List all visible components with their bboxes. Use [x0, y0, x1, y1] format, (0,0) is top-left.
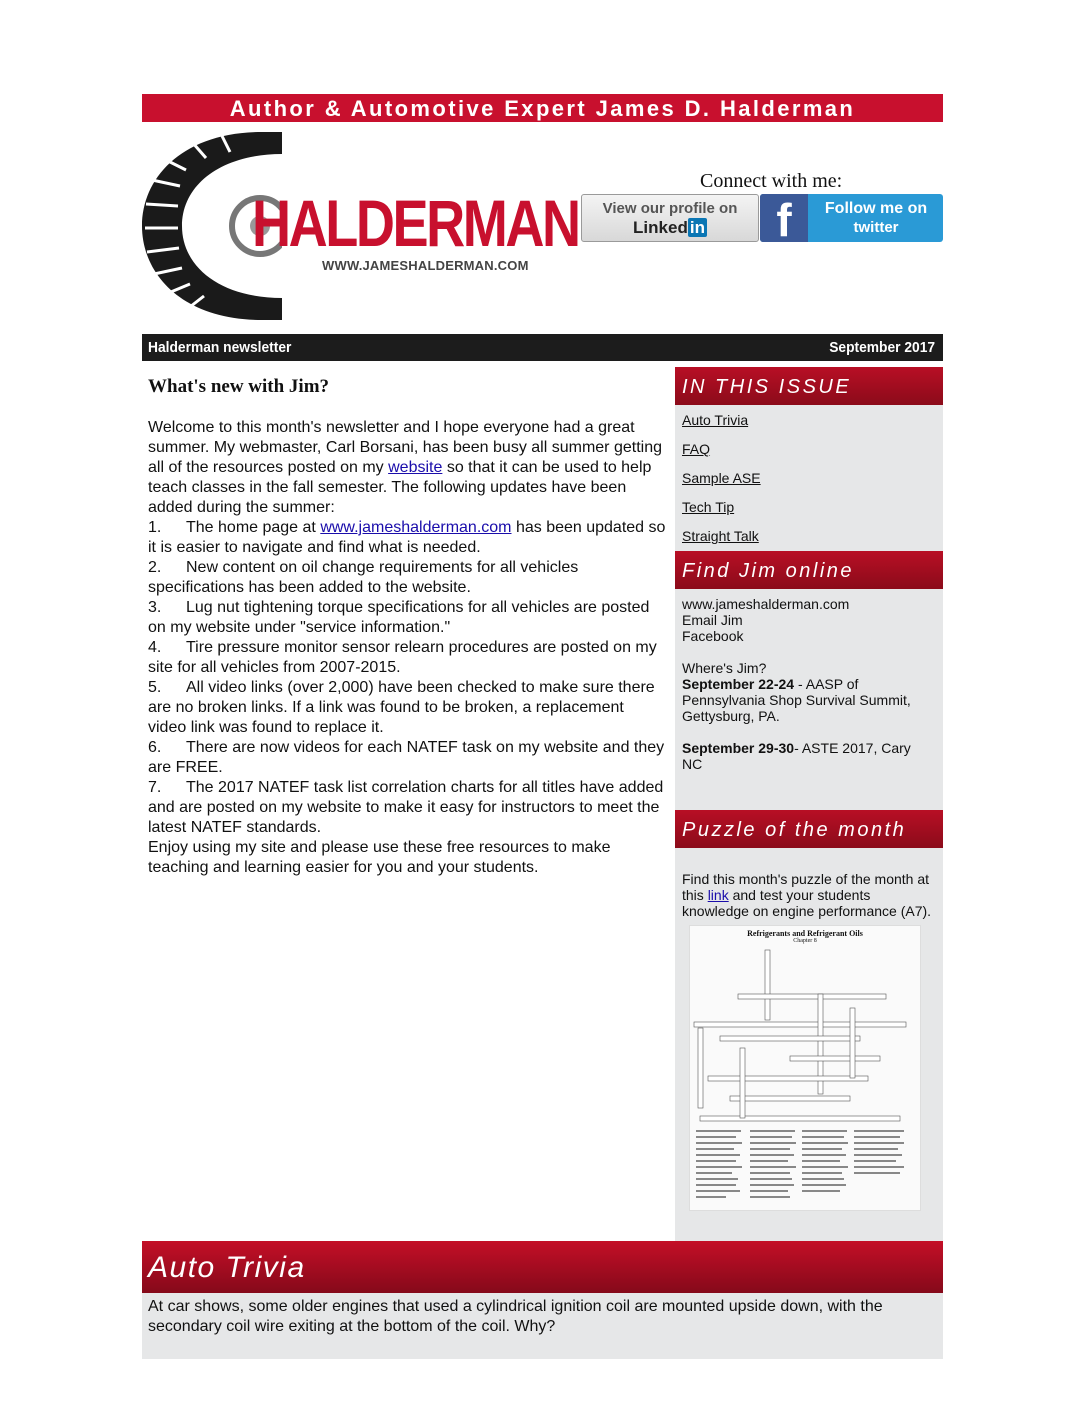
auto-trivia-text: At car shows, some older engines that used a cylindrical ignition coil are mounted upside down, with the secondary coil wire exiting at the bottom of the coil. Why? [148, 1298, 883, 1335]
connect-label: Connect with me: [700, 170, 843, 192]
wheres-jim: Where's Jim? [682, 660, 767, 676]
find-jim-block [682, 596, 932, 772]
crossword-grid-icon [690, 948, 920, 1208]
list-item: 2. New content on oil change requirements for all vehicles specifications has been added to the website. [148, 559, 579, 596]
issue-link-faq[interactable]: FAQ [682, 441, 711, 457]
linkedin-icon: in [689, 218, 705, 237]
linkedin-button[interactable] [581, 194, 759, 242]
facebook-icon[interactable]: f [760, 194, 808, 242]
newsletter-bar [142, 334, 943, 361]
linkedin-line2: Linked in [633, 218, 705, 237]
list-item: 7. The 2017 NATEF task list correlation charts for all titles have added and are posted on my website to make it easy for instructors to meet the latest NATEF standards. [148, 779, 664, 836]
puzzle-text: Find this month's puzzle of the month at this link and test your students knowledge on engine performance (A7). [682, 871, 932, 919]
newsletter-date: September 2017 [829, 339, 935, 356]
list-item: 5. All video links (over 2,000) have been checked to make sure there are no broken links. If a link was found to be broken, a replacement video link was found to replace it. [148, 679, 655, 736]
main-heading: What's new with Jim? [148, 376, 330, 397]
puzzle-heading: Puzzle of the month [675, 810, 943, 848]
puzzle-subtitle: Chapter 8 [793, 938, 817, 944]
twitter-line1: Follow me on [824, 200, 928, 217]
online-email[interactable]: Email Jim [682, 612, 743, 628]
event-1: September 22-24 - AASP of Pennsylvania Shop Survival Summit, Gettysburg, PA. [682, 676, 911, 724]
issue-link-sample-ase[interactable]: Sample ASE [682, 470, 761, 486]
auto-trivia-heading: Auto Trivia [142, 1241, 943, 1293]
issue-links [682, 412, 761, 557]
homepage-link[interactable]: www.jameshalderman.com [320, 519, 512, 536]
top-banner [142, 94, 943, 122]
issue-link-straight-talk[interactable]: Straight Talk [682, 528, 759, 544]
newsletter-title: Halderman newsletter [148, 339, 292, 356]
puzzle-title: Refrigerants and Refrigerant Oils [747, 929, 863, 938]
online-facebook[interactable]: Facebook [682, 628, 744, 644]
intro-paragraph: Welcome to this month's newsletter and I hope everyone had a great summer. My webmaster, Carl Borsani, has been busy all summer getting all of the resources posted on my website so that it can be used to help teach classes in the fall semester. The following updates have been added during the summer: [148, 419, 662, 516]
list-item: 6. There are now videos for each NATEF task on my website and they are FREE. [148, 739, 665, 776]
issue-link-auto-trivia[interactable]: Auto Trivia [682, 412, 749, 428]
main-article [148, 418, 666, 878]
online-website[interactable]: www.jameshalderman.com [682, 596, 850, 612]
website-link[interactable]: website [388, 459, 443, 476]
event-2: September 29-30- ASTE 2017, Cary NC [682, 740, 911, 772]
twitter-line2: twitter [853, 219, 899, 236]
list-item: 4. Tire pressure monitor sensor relearn procedures are posted on my site for all vehicles from 2007-2015. [148, 639, 657, 676]
halderman-logo[interactable] [142, 128, 579, 324]
in-this-issue-heading: IN THIS ISSUE [675, 367, 943, 405]
banner-title: Author & Automotive Expert James D. Halderman [229, 96, 856, 121]
closing-paragraph: Enjoy using my site and please use these free resources to make teaching and learning easier for you and your students. [148, 839, 611, 876]
list-item: 3. Lug nut tightening torque specifications for all vehicles are posted on my website under "service information." [148, 599, 650, 636]
puzzle-link[interactable]: link [707, 887, 729, 903]
list-item: 1. The home page at www.jameshalderman.com has been updated so it is easier to navigate and find what is needed. [148, 519, 666, 556]
logo-url: WWW.JAMESHALDERMAN.COM [322, 258, 529, 273]
linkedin-line1: View our profile on [602, 200, 738, 217]
logo-wordmark: HALDERMAN [252, 186, 579, 260]
find-jim-heading: Find Jim online [675, 551, 943, 589]
auto-trivia-body [142, 1293, 943, 1359]
crossword-puzzle-image[interactable] [689, 925, 921, 1211]
twitter-button[interactable] [760, 194, 943, 242]
issue-link-tech-tip[interactable]: Tech Tip [682, 499, 735, 515]
